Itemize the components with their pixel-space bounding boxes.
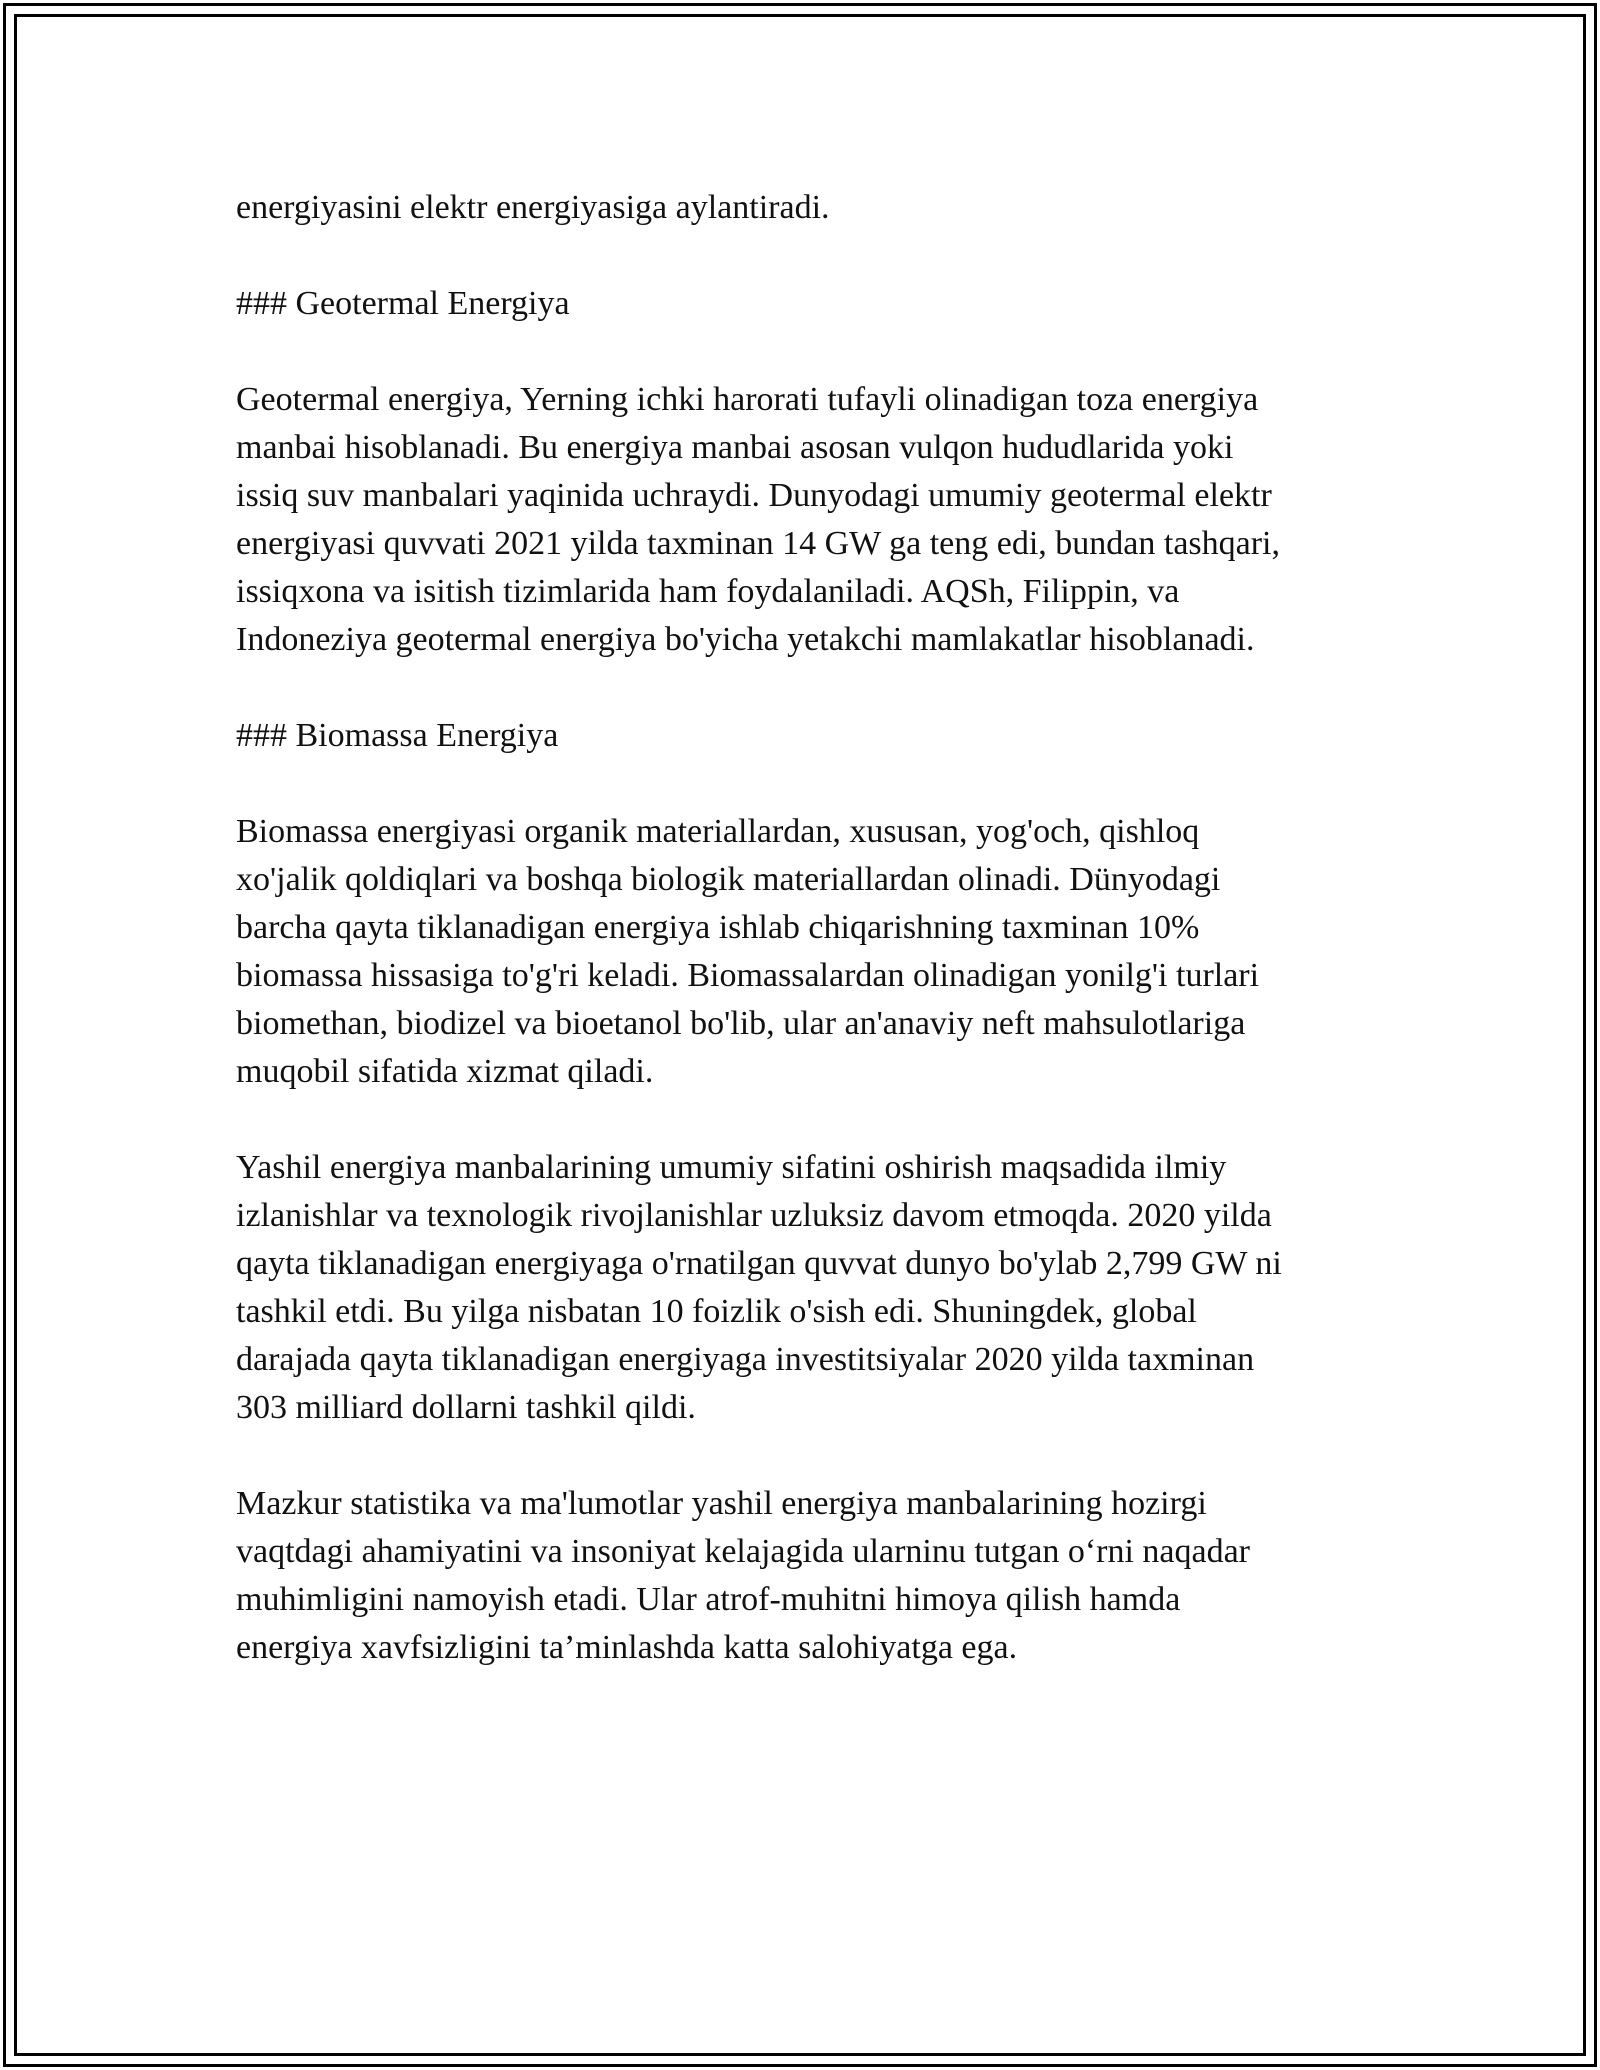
continuation-paragraph <box>236 184 1396 232</box>
heading-text: ### Geotermal Energiya <box>236 285 570 322</box>
text-line: vaqtdagi ahamiyatini va insoniyat kelajagida ularninu tutgan o‘rni naqadar <box>236 1533 1251 1570</box>
text-line: muhimligini namoyish etadi. Ular atrof-muhitni himoya qilish hamda <box>236 1581 1181 1618</box>
text-line: energiyasi quvvati 2021 yilda taxminan 14 GW ga teng edi, bundan tashqari, <box>236 525 1281 562</box>
text-line: barcha qayta tiklanadigan energiya ishlab chiqarishning taxminan 10% <box>236 909 1200 946</box>
biomass-heading <box>236 712 1396 760</box>
text-line: tashkil etdi. Bu yilga nisbatan 10 foizlik o'sish edi. Shuningdek, global <box>236 1293 1197 1330</box>
text-line: izlanishlar va texnologik rivojlanishlar uzluksiz davom etmoqda. 2020 yilda <box>236 1197 1272 1234</box>
research-paragraph <box>236 1144 1396 1432</box>
text-line: Mazkur statistika va ma'lumotlar yashil energiya manbalarining hozirgi <box>236 1485 1207 1522</box>
text-line: muqobil sifatida xizmat qiladi. <box>236 1053 654 1090</box>
text-line: biomassa hissasiga to'g'ri keladi. Biomassalardan olinadigan yonilg'i turlari <box>236 957 1260 994</box>
geothermal-paragraph <box>236 376 1396 664</box>
text-line: issiq suv manbalari yaqinida uchraydi. Dunyodagi umumiy geotermal elektr <box>236 477 1272 514</box>
text-line: energiyasini elektr energiyasiga aylantiradi. <box>236 189 830 226</box>
text-line: Biomassa energiyasi organik materiallardan, xususan, yog'och, qishloq <box>236 813 1200 850</box>
text-line: qayta tiklanadigan energiyaga o'rnatilgan quvvat dunyo bo'ylab 2,799 GW ni <box>236 1245 1282 1282</box>
text-line: energiya xavfsizligini ta’minlashda katta salohiyatga ega. <box>236 1629 1018 1666</box>
text-line: 303 milliard dollarni tashkil qildi. <box>236 1389 696 1426</box>
text-line: manbai hisoblanadi. Bu energiya manbai asosan vulqon hududlarida yoki <box>236 429 1234 466</box>
text-line: Indoneziya geotermal energiya bo'yicha yetakchi mamlakatlar hisoblanadi. <box>236 621 1255 658</box>
heading-text: ### Biomassa Energiya <box>236 717 559 754</box>
text-line: biomethan, biodizel va bioetanol bo'lib, ular an'anaviy neft mahsulotlariga <box>236 1005 1246 1042</box>
text-line: xo'jalik qoldiqlari va boshqa biologik materiallardan olinadi. Dünyodagi <box>236 861 1221 898</box>
text-line: Yashil energiya manbalarining umumiy sifatini oshirish maqsadida ilmiy <box>236 1149 1227 1186</box>
text-line: darajada qayta tiklanadigan energiyaga investitsiyalar 2020 yilda taxminan <box>236 1341 1255 1378</box>
document-body <box>236 184 1396 1720</box>
text-line: issiqxona va isitish tizimlarida ham foydalaniladi. AQSh, Filippin, va <box>236 573 1180 610</box>
geothermal-heading <box>236 280 1396 328</box>
biomass-paragraph <box>236 808 1396 1096</box>
text-line: Geotermal energiya, Yerning ichki harorati tufayli olinadigan toza energiya <box>236 381 1259 418</box>
conclusion-paragraph <box>236 1480 1396 1672</box>
